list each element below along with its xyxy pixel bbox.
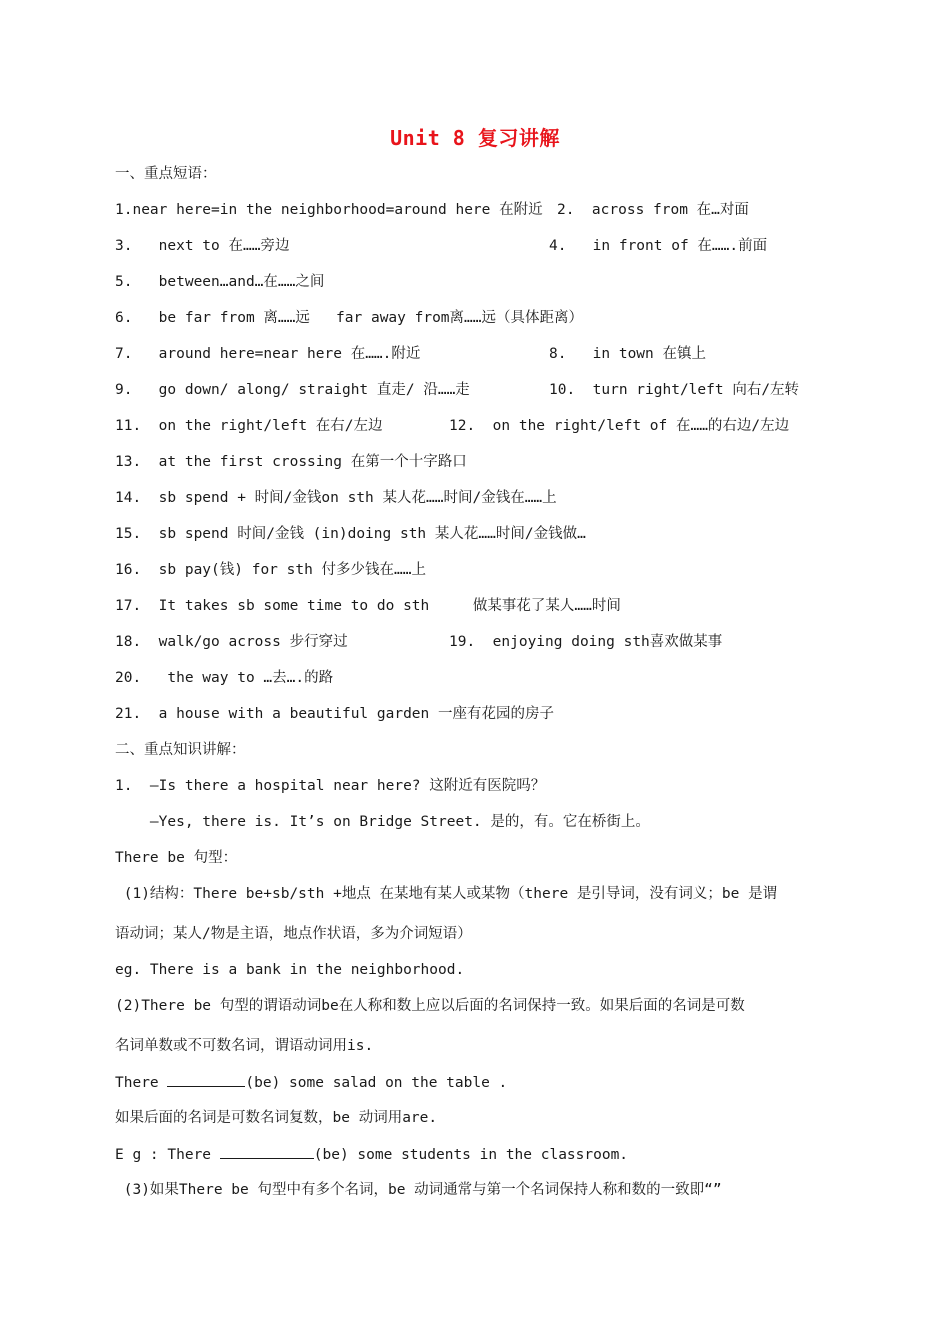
phrase-19: 19. enjoying doing sth喜欢做某事: [449, 634, 723, 650]
exercise-1-prefix: There: [115, 1075, 168, 1091]
structure-point-1-line-1: (1)结构：There be+sb/sth +地点 在某地有某人或某物（there 是引导词，没有词义；be 是谓: [115, 886, 778, 902]
phrase-9: 9. go down/ along/ straight 直走/ 沿……走: [115, 382, 470, 398]
exercise-2-blank[interactable]: [220, 1144, 314, 1159]
phrase-2: 2. across from 在…对面: [557, 202, 749, 218]
dialogue-question: 1. —Is there a hospital near here? 这附近有医院吗？: [115, 778, 546, 794]
phrase-5: 5. between…and…在……之间: [115, 274, 325, 290]
exercise-2: [115, 1144, 628, 1165]
phrase-8: 8. in town 在镇上: [549, 346, 706, 362]
phrase-16: 16. sb pay(钱) for sth 付多少钱在……上: [115, 562, 427, 578]
phrase-17: 17. It takes sb some time to do sth 做某事花了某人……时间: [115, 598, 621, 614]
phrase-3: 3. next to 在……旁边: [115, 238, 290, 254]
phrase-15: 15. sb spend 时间/金钱 (in)doing sth 某人花……时间/金钱做…: [115, 526, 586, 542]
structure-point-1-line-2: 语动词；某人/物是主语，地点作状语，多为介词短语）: [115, 926, 472, 942]
pattern-heading: There be 句型：: [115, 850, 238, 866]
exercise-1: [115, 1072, 507, 1093]
phrase-14: 14. sb spend + 时间/金钱on sth 某人花……时间/金钱在……上: [115, 490, 557, 506]
dialogue-answer: —Yes, there is. It’s on Bridge Street. 是的，有。它在桥街上。: [115, 814, 650, 830]
section-heading-knowledge: 二、重点知识讲解：: [115, 742, 246, 758]
section-heading-phrases: 一、重点短语：: [115, 166, 217, 182]
phrase-7: 7. around here=near here 在…….附近: [115, 346, 421, 362]
example-sentence-1: eg. There is a bank in the neighborhood.: [115, 962, 465, 978]
structure-point-2-line-1: (2)There be 句型的谓语动词be在人称和数上应以后面的名词保持一致。如果后面的名词是可数: [115, 998, 745, 1014]
phrase-13: 13. at the first crossing 在第一个十字路口: [115, 454, 467, 470]
phrase-21: 21. a house with a beautiful garden 一座有花园的房子: [115, 706, 554, 722]
structure-point-2-line-2: 名词单数或不可数名词，谓语动词用is.: [115, 1038, 374, 1054]
phrase-12: 12. on the right/left of 在……的右边/左边: [449, 418, 790, 434]
structure-point-2-line-3: 如果后面的名词是可数名词复数，be 动词用are.: [115, 1110, 438, 1126]
exercise-1-suffix: (be) some salad on the table .: [245, 1075, 508, 1091]
phrase-11: 11. on the right/left 在右/左边: [115, 418, 383, 434]
structure-point-3: (3)如果There be 句型中有多个名词，be 动词通常与第一个名词保持人称和数的一致即“”: [115, 1182, 722, 1198]
exercise-1-blank[interactable]: [167, 1072, 245, 1087]
phrase-4: 4. in front of 在…….前面: [549, 238, 768, 254]
phrase-6: 6. be far from 离……远 far away from离……远（具体距离）: [115, 310, 583, 326]
exercise-2-suffix: (be) some students in the classroom.: [313, 1147, 629, 1163]
phrase-10: 10. turn right/left 向右/左转: [549, 382, 800, 398]
exercise-2-prefix: E g : There: [115, 1147, 220, 1163]
phrase-1: 1.near here=in the neighborhood=around here 在附近: [115, 202, 543, 218]
phrase-20: 20. the way to …去….的路: [115, 670, 334, 686]
page-title: Unit 8 复习讲解: [390, 126, 560, 150]
phrase-18: 18. walk/go across 步行穿过: [115, 634, 348, 650]
